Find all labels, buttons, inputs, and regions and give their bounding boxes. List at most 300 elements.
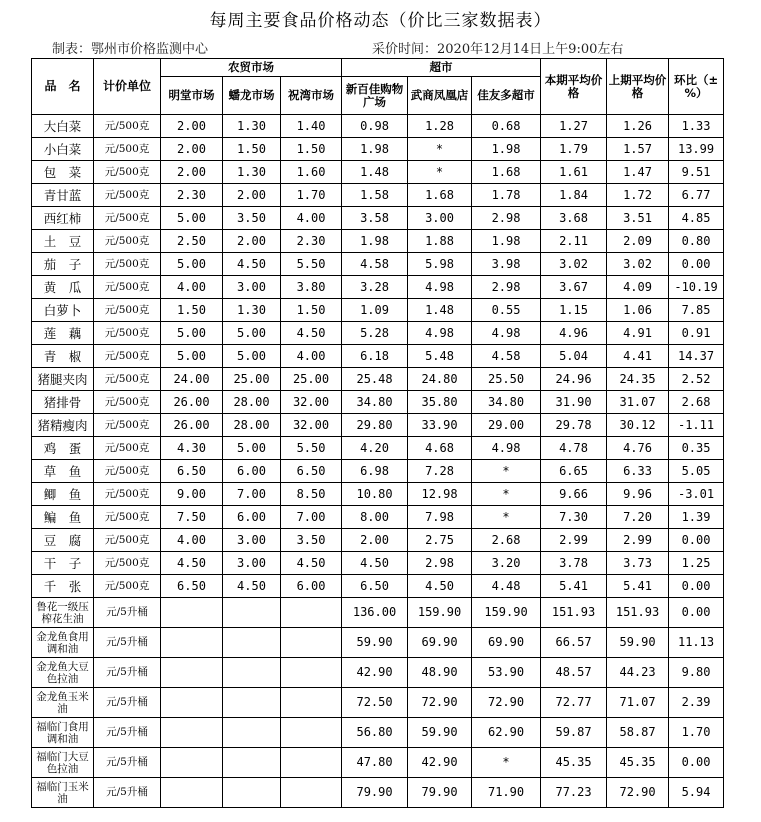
- price-cell-s1: 1.98: [342, 138, 408, 161]
- price-cell-f2: 1.30: [223, 299, 281, 322]
- row-name: 白萝卜: [32, 299, 94, 322]
- price-cell-s2: 4.98: [408, 276, 472, 299]
- price-cell-s2: 7.28: [408, 460, 472, 483]
- row-name: 莲 藕: [32, 322, 94, 345]
- price-cell-f3: 2.30: [281, 230, 342, 253]
- price-cell-s3: 4.48: [472, 575, 541, 598]
- price-cell-s2: 72.90: [408, 688, 472, 718]
- price-cell-s3: 1.98: [472, 230, 541, 253]
- price-cell-chg: 0.91: [669, 322, 724, 345]
- row-unit: 元/500克: [94, 529, 161, 552]
- row-unit: 元/500克: [94, 207, 161, 230]
- header-farm-market: 蟠龙市场: [223, 77, 281, 115]
- row-unit: 元/500克: [94, 115, 161, 138]
- row-unit: 元/5升桶: [94, 628, 161, 658]
- price-cell-s3: 0.68: [472, 115, 541, 138]
- price-cell-s1: 79.90: [342, 778, 408, 808]
- table-row: [32, 778, 724, 808]
- producer-label: 制表：鄂州市价格监测中心: [52, 42, 209, 57]
- price-cell-chg: 0.00: [669, 748, 724, 778]
- row-name: 鸡 蛋: [32, 437, 94, 460]
- price-cell-f1: 4.30: [161, 437, 223, 460]
- price-cell-s2: 42.90: [408, 748, 472, 778]
- header-farm-group: 农贸市场: [161, 59, 342, 77]
- price-table: [31, 58, 724, 808]
- price-cell-last: 151.93: [607, 598, 669, 628]
- price-cell-last: 1.26: [607, 115, 669, 138]
- price-cell-s3: 4.58: [472, 345, 541, 368]
- price-cell-s1: 4.50: [342, 552, 408, 575]
- price-cell-cur: 4.96: [541, 322, 607, 345]
- price-cell-cur: 5.41: [541, 575, 607, 598]
- price-cell-last: 1.72: [607, 184, 669, 207]
- table-row: [32, 748, 724, 778]
- price-cell-s3: *: [472, 460, 541, 483]
- price-cell-cur: 66.57: [541, 628, 607, 658]
- price-cell-s3: 0.55: [472, 299, 541, 322]
- price-cell-s3: 34.80: [472, 391, 541, 414]
- price-cell-f2: 1.30: [223, 115, 281, 138]
- price-cell-cur: 151.93: [541, 598, 607, 628]
- row-name: 金龙鱼食用调和油: [32, 628, 94, 658]
- price-cell-s1: 42.90: [342, 658, 408, 688]
- header-farm-market: 祝湾市场: [281, 77, 342, 115]
- price-cell-cur: 31.90: [541, 391, 607, 414]
- row-name: 金龙鱼玉米油: [32, 688, 94, 718]
- price-cell-s1: 0.98: [342, 115, 408, 138]
- price-cell-chg: 6.77: [669, 184, 724, 207]
- price-cell-s2: 4.98: [408, 322, 472, 345]
- price-cell-s1: 1.48: [342, 161, 408, 184]
- price-cell-f1: [161, 628, 223, 658]
- row-name: 鳊 鱼: [32, 506, 94, 529]
- row-unit: 元/5升桶: [94, 748, 161, 778]
- price-cell-s3: 53.90: [472, 658, 541, 688]
- price-cell-last: 7.20: [607, 506, 669, 529]
- price-cell-f2: 28.00: [223, 391, 281, 414]
- table-row: [32, 138, 724, 161]
- row-name: 包 菜: [32, 161, 94, 184]
- price-cell-f1: 5.00: [161, 207, 223, 230]
- price-cell-last: 30.12: [607, 414, 669, 437]
- table-row: [32, 322, 724, 345]
- price-cell-f3: 1.60: [281, 161, 342, 184]
- price-cell-f2: 3.00: [223, 552, 281, 575]
- price-cell-s3: 3.98: [472, 253, 541, 276]
- price-cell-f1: 26.00: [161, 391, 223, 414]
- row-name: 黄 瓜: [32, 276, 94, 299]
- price-cell-chg: 2.52: [669, 368, 724, 391]
- table-row: [32, 391, 724, 414]
- price-cell-f2: 2.00: [223, 230, 281, 253]
- row-unit: 元/500克: [94, 138, 161, 161]
- price-cell-s2: 33.90: [408, 414, 472, 437]
- table-row: [32, 276, 724, 299]
- price-cell-cur: 3.68: [541, 207, 607, 230]
- price-cell-last: 4.41: [607, 345, 669, 368]
- price-cell-f3: 7.00: [281, 506, 342, 529]
- table-row: [32, 299, 724, 322]
- price-cell-s2: *: [408, 161, 472, 184]
- price-cell-s2: 5.48: [408, 345, 472, 368]
- price-cell-last: 58.87: [607, 718, 669, 748]
- price-cell-f3: 4.50: [281, 552, 342, 575]
- price-cell-s3: 2.98: [472, 207, 541, 230]
- price-cell-last: 1.47: [607, 161, 669, 184]
- row-name: 猪排骨: [32, 391, 94, 414]
- row-name: 千 张: [32, 575, 94, 598]
- price-cell-f2: [223, 598, 281, 628]
- price-cell-f1: 5.00: [161, 345, 223, 368]
- price-cell-f1: 2.00: [161, 138, 223, 161]
- price-cell-f1: 2.30: [161, 184, 223, 207]
- table-row: [32, 345, 724, 368]
- price-cell-f1: 5.00: [161, 322, 223, 345]
- row-name: 猪精瘦肉: [32, 414, 94, 437]
- price-cell-f3: [281, 598, 342, 628]
- price-cell-s2: 69.90: [408, 628, 472, 658]
- price-cell-s3: 72.90: [472, 688, 541, 718]
- table-row: [32, 253, 724, 276]
- price-cell-s1: 25.48: [342, 368, 408, 391]
- table-row: [32, 230, 724, 253]
- price-cell-chg: 0.00: [669, 253, 724, 276]
- price-cell-s3: 29.00: [472, 414, 541, 437]
- price-cell-s1: 34.80: [342, 391, 408, 414]
- row-unit: 元/500克: [94, 414, 161, 437]
- price-cell-s2: 5.98: [408, 253, 472, 276]
- price-cell-last: 5.41: [607, 575, 669, 598]
- price-cell-s2: 3.00: [408, 207, 472, 230]
- row-name: 茄 子: [32, 253, 94, 276]
- price-cell-f2: [223, 748, 281, 778]
- price-cell-cur: 1.84: [541, 184, 607, 207]
- row-name: 草 鱼: [32, 460, 94, 483]
- price-cell-s3: *: [472, 748, 541, 778]
- price-cell-chg: -3.01: [669, 483, 724, 506]
- row-unit: 元/500克: [94, 276, 161, 299]
- price-cell-f2: 6.00: [223, 506, 281, 529]
- price-cell-f3: 25.00: [281, 368, 342, 391]
- price-cell-f3: 4.50: [281, 322, 342, 345]
- price-cell-s3: 1.78: [472, 184, 541, 207]
- price-cell-chg: 2.39: [669, 688, 724, 718]
- row-unit: 元/500克: [94, 161, 161, 184]
- price-cell-s2: 79.90: [408, 778, 472, 808]
- price-cell-f3: [281, 778, 342, 808]
- row-unit: 元/5升桶: [94, 688, 161, 718]
- price-cell-cur: 29.78: [541, 414, 607, 437]
- price-cell-chg: -10.19: [669, 276, 724, 299]
- price-cell-f2: 1.30: [223, 161, 281, 184]
- price-cell-f2: [223, 658, 281, 688]
- price-cell-s2: 4.50: [408, 575, 472, 598]
- price-cell-chg: -1.11: [669, 414, 724, 437]
- price-cell-s3: 4.98: [472, 322, 541, 345]
- row-name: 西红柿: [32, 207, 94, 230]
- row-unit: 元/500克: [94, 368, 161, 391]
- row-name: 土 豆: [32, 230, 94, 253]
- price-cell-s2: 2.75: [408, 529, 472, 552]
- row-name: 大白菜: [32, 115, 94, 138]
- header-super-group: 超市: [342, 59, 541, 77]
- row-name: 青甘蓝: [32, 184, 94, 207]
- price-cell-chg: 9.51: [669, 161, 724, 184]
- price-cell-cur: 1.79: [541, 138, 607, 161]
- price-cell-chg: 4.85: [669, 207, 724, 230]
- row-name: 鲁花一级压榨花生油: [32, 598, 94, 628]
- header-supermarket: 佳友多超市: [472, 77, 541, 115]
- price-cell-chg: 11.13: [669, 628, 724, 658]
- price-cell-last: 59.90: [607, 628, 669, 658]
- header-last-avg: 上期平均价格: [607, 59, 669, 115]
- price-cell-f3: 8.50: [281, 483, 342, 506]
- price-cell-cur: 72.77: [541, 688, 607, 718]
- price-cell-chg: 1.70: [669, 718, 724, 748]
- price-cell-f2: 3.00: [223, 276, 281, 299]
- row-name: 福临门玉米油: [32, 778, 94, 808]
- price-cell-last: 4.91: [607, 322, 669, 345]
- price-cell-f3: 32.00: [281, 414, 342, 437]
- table-row: [32, 529, 724, 552]
- price-cell-f3: 3.50: [281, 529, 342, 552]
- row-unit: 元/500克: [94, 184, 161, 207]
- price-cell-s3: *: [472, 506, 541, 529]
- price-cell-f1: 6.50: [161, 460, 223, 483]
- price-cell-last: 31.07: [607, 391, 669, 414]
- price-cell-f3: 32.00: [281, 391, 342, 414]
- price-cell-s1: 47.80: [342, 748, 408, 778]
- table-row: [32, 552, 724, 575]
- price-cell-s2: 1.68: [408, 184, 472, 207]
- table-row: [32, 207, 724, 230]
- price-cell-last: 3.51: [607, 207, 669, 230]
- price-cell-last: 2.99: [607, 529, 669, 552]
- price-cell-last: 4.09: [607, 276, 669, 299]
- table-row: [32, 718, 724, 748]
- price-cell-f2: 2.00: [223, 184, 281, 207]
- price-cell-s1: 56.80: [342, 718, 408, 748]
- price-cell-s1: 29.80: [342, 414, 408, 437]
- price-cell-cur: 5.04: [541, 345, 607, 368]
- price-cell-s1: 5.28: [342, 322, 408, 345]
- price-cell-chg: 5.94: [669, 778, 724, 808]
- header-name: 品 名: [32, 59, 94, 115]
- price-cell-last: 44.23: [607, 658, 669, 688]
- price-cell-f2: 5.00: [223, 322, 281, 345]
- table-row: [32, 628, 724, 658]
- price-cell-last: 1.06: [607, 299, 669, 322]
- row-name: 干 子: [32, 552, 94, 575]
- table-row: [32, 414, 724, 437]
- price-cell-s1: 1.98: [342, 230, 408, 253]
- table-row: [32, 115, 724, 138]
- row-unit: 元/500克: [94, 483, 161, 506]
- price-cell-s2: 1.88: [408, 230, 472, 253]
- price-cell-s1: 3.28: [342, 276, 408, 299]
- price-cell-f3: [281, 628, 342, 658]
- price-cell-last: 2.09: [607, 230, 669, 253]
- row-unit: 元/500克: [94, 345, 161, 368]
- price-cell-f2: [223, 718, 281, 748]
- table-row: [32, 184, 724, 207]
- price-cell-s2: 2.98: [408, 552, 472, 575]
- price-cell-f3: 5.50: [281, 253, 342, 276]
- price-cell-last: 6.33: [607, 460, 669, 483]
- price-cell-f1: 2.00: [161, 115, 223, 138]
- price-cell-chg: 1.39: [669, 506, 724, 529]
- price-cell-f2: 5.00: [223, 437, 281, 460]
- price-cell-f3: 6.00: [281, 575, 342, 598]
- price-cell-f2: 3.50: [223, 207, 281, 230]
- price-cell-cur: 1.61: [541, 161, 607, 184]
- price-cell-last: 1.57: [607, 138, 669, 161]
- price-cell-f1: [161, 658, 223, 688]
- table-row: [32, 506, 724, 529]
- price-cell-s1: 136.00: [342, 598, 408, 628]
- table-row: [32, 658, 724, 688]
- row-unit: 元/500克: [94, 391, 161, 414]
- price-cell-f1: 4.00: [161, 529, 223, 552]
- price-cell-f3: 6.50: [281, 460, 342, 483]
- price-cell-f3: 4.00: [281, 207, 342, 230]
- price-cell-cur: 59.87: [541, 718, 607, 748]
- price-cell-s1: 10.80: [342, 483, 408, 506]
- price-cell-last: 24.35: [607, 368, 669, 391]
- price-cell-s1: 1.09: [342, 299, 408, 322]
- row-unit: 元/500克: [94, 460, 161, 483]
- price-cell-s1: 72.50: [342, 688, 408, 718]
- table-row: [32, 575, 724, 598]
- row-name: 青 椒: [32, 345, 94, 368]
- price-cell-s2: 1.48: [408, 299, 472, 322]
- price-cell-cur: 2.99: [541, 529, 607, 552]
- price-cell-last: 71.07: [607, 688, 669, 718]
- row-name: 猪腿夹肉: [32, 368, 94, 391]
- price-cell-s2: 7.98: [408, 506, 472, 529]
- price-cell-f1: 6.50: [161, 575, 223, 598]
- price-cell-f2: 3.00: [223, 529, 281, 552]
- price-cell-chg: 0.80: [669, 230, 724, 253]
- table-row: [32, 598, 724, 628]
- row-unit: 元/500克: [94, 506, 161, 529]
- table-row: [32, 437, 724, 460]
- price-cell-f2: 5.00: [223, 345, 281, 368]
- price-cell-s2: 159.90: [408, 598, 472, 628]
- price-cell-s1: 3.58: [342, 207, 408, 230]
- header-supermarket: 新百佳购物广场: [342, 77, 408, 115]
- price-cell-s2: 12.98: [408, 483, 472, 506]
- price-cell-f1: 24.00: [161, 368, 223, 391]
- price-cell-chg: 0.00: [669, 575, 724, 598]
- price-cell-f2: 28.00: [223, 414, 281, 437]
- price-cell-f3: 3.80: [281, 276, 342, 299]
- price-cell-s1: 4.20: [342, 437, 408, 460]
- price-cell-chg: 7.85: [669, 299, 724, 322]
- price-cell-cur: 2.11: [541, 230, 607, 253]
- price-cell-f1: 4.50: [161, 552, 223, 575]
- row-unit: 元/500克: [94, 552, 161, 575]
- row-name: 小白菜: [32, 138, 94, 161]
- price-cell-s3: 1.98: [472, 138, 541, 161]
- price-cell-f1: [161, 598, 223, 628]
- price-cell-f1: 2.00: [161, 161, 223, 184]
- header-change: 环比（±%）: [669, 59, 724, 115]
- price-cell-last: 4.76: [607, 437, 669, 460]
- price-cell-s2: 59.90: [408, 718, 472, 748]
- price-cell-f1: [161, 688, 223, 718]
- price-cell-last: 72.90: [607, 778, 669, 808]
- price-cell-cur: 9.66: [541, 483, 607, 506]
- row-name: 福临门大豆色拉油: [32, 748, 94, 778]
- row-unit: 元/5升桶: [94, 598, 161, 628]
- collect-time-label: 采价时间：2020年12月14日上午9:00左右: [372, 42, 624, 57]
- header-supermarket: 武商凤凰店: [408, 77, 472, 115]
- price-cell-chg: 1.33: [669, 115, 724, 138]
- price-cell-s3: 2.98: [472, 276, 541, 299]
- row-unit: 元/500克: [94, 322, 161, 345]
- price-cell-f1: 26.00: [161, 414, 223, 437]
- table-row: [32, 483, 724, 506]
- price-cell-s3: 25.50: [472, 368, 541, 391]
- table-row: [32, 460, 724, 483]
- price-cell-s3: 4.98: [472, 437, 541, 460]
- row-name: 鲫 鱼: [32, 483, 94, 506]
- row-unit: 元/500克: [94, 253, 161, 276]
- price-cell-cur: 1.27: [541, 115, 607, 138]
- price-cell-f3: [281, 748, 342, 778]
- price-cell-chg: 14.37: [669, 345, 724, 368]
- price-cell-s3: 1.68: [472, 161, 541, 184]
- price-cell-s2: 35.80: [408, 391, 472, 414]
- price-cell-f1: [161, 748, 223, 778]
- price-cell-s1: 1.58: [342, 184, 408, 207]
- row-unit: 元/500克: [94, 437, 161, 460]
- table-body: [32, 115, 724, 808]
- price-cell-cur: 45.35: [541, 748, 607, 778]
- price-cell-chg: 1.25: [669, 552, 724, 575]
- price-cell-chg: 0.00: [669, 529, 724, 552]
- price-cell-f2: [223, 778, 281, 808]
- row-name: 豆 腐: [32, 529, 94, 552]
- price-cell-last: 9.96: [607, 483, 669, 506]
- price-cell-s2: 24.80: [408, 368, 472, 391]
- header-current-avg: 本期平均价格: [541, 59, 607, 115]
- header-unit: 计价单位: [94, 59, 161, 115]
- price-cell-f3: 1.50: [281, 299, 342, 322]
- price-cell-s2: 1.28: [408, 115, 472, 138]
- price-cell-s1: 59.90: [342, 628, 408, 658]
- table-row: [32, 688, 724, 718]
- price-cell-f1: 9.00: [161, 483, 223, 506]
- price-cell-f3: 1.50: [281, 138, 342, 161]
- price-cell-f2: 4.50: [223, 575, 281, 598]
- row-unit: 元/5升桶: [94, 658, 161, 688]
- price-cell-s2: 4.68: [408, 437, 472, 460]
- price-cell-s3: 71.90: [472, 778, 541, 808]
- row-unit: 元/500克: [94, 575, 161, 598]
- price-cell-chg: 5.05: [669, 460, 724, 483]
- row-name: 金龙鱼大豆色拉油: [32, 658, 94, 688]
- price-cell-f3: 4.00: [281, 345, 342, 368]
- row-unit: 元/5升桶: [94, 718, 161, 748]
- price-cell-cur: 3.02: [541, 253, 607, 276]
- table-row: [32, 368, 724, 391]
- price-cell-f1: 1.50: [161, 299, 223, 322]
- price-cell-last: 3.02: [607, 253, 669, 276]
- price-cell-s3: 69.90: [472, 628, 541, 658]
- price-cell-cur: 24.96: [541, 368, 607, 391]
